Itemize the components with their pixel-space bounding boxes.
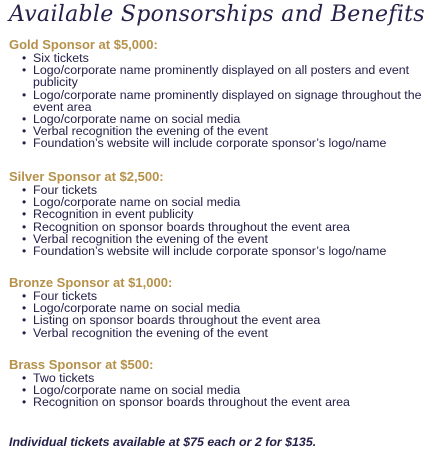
bullet-icon: •: [22, 289, 27, 303]
list-item: • Recognition on sponsor boards throughout the event area: [22, 219, 350, 234]
list-item: • Logo/corporate name on social media: [22, 301, 241, 316]
bullet-icon: •: [22, 112, 27, 127]
section-heading-bronze: Bronze Sponsor at $1,000:: [9, 275, 173, 290]
ticket-pricing-note: Individual tickets available at $75 each or 2 for $135.: [9, 435, 317, 449]
list-item: • Listing on sponsor boards throughout the event area: [22, 313, 321, 328]
section-heading-gold: Gold Sponsor at $5,000:: [9, 37, 158, 52]
benefits-list-gold: [9, 52, 437, 150]
benefits-list-silver: [9, 184, 437, 257]
section-heading-silver: Silver Sponsor at $2,500:: [9, 169, 164, 184]
benefits-list-bronze: [9, 290, 437, 339]
list-item: • Foundation’s website will include corporate sponsor’s logo/name: [22, 136, 387, 151]
list-item: • Two tickets: [22, 371, 95, 385]
bullet-icon: •: [22, 87, 27, 102]
list-item: • Logo/corporate name on social media: [22, 112, 241, 127]
benefits-list-brass: [9, 372, 437, 409]
sponsor-section-brass: [9, 358, 437, 409]
bullet-icon: •: [22, 231, 27, 246]
list-item: • Logo/corporate name prominently displayed on all posters and event publicity: [22, 63, 410, 90]
list-item: • Verbal recognition the evening of the event: [22, 231, 268, 246]
sponsor-section-gold: [9, 38, 437, 150]
section-heading-brass: Brass Sponsor at $500:: [9, 357, 154, 372]
bullet-icon: •: [22, 219, 27, 234]
bullet-icon: •: [22, 183, 27, 197]
sponsor-section-silver: [9, 170, 437, 257]
bullet-icon: •: [22, 313, 27, 328]
bullet-icon: •: [22, 371, 27, 385]
list-item: • Recognition on sponsor boards throughout the event area: [22, 395, 350, 410]
bullet-icon: •: [22, 395, 27, 410]
list-item: • Recognition in event publicity: [22, 207, 194, 222]
list-item: • Verbal recognition the evening of the event: [22, 325, 268, 340]
list-item: • Six tickets: [22, 51, 89, 65]
page-title: Available Sponsorships and Benefits: [9, 2, 425, 27]
bullet-icon: •: [22, 63, 27, 78]
list-item: • Logo/corporate name on social media: [22, 195, 241, 210]
bullet-icon: •: [22, 195, 27, 210]
bullet-icon: •: [22, 383, 27, 398]
bullet-icon: •: [22, 244, 27, 259]
list-item: • Logo/corporate name prominently displayed on signage throughout the event area: [22, 87, 422, 114]
list-item: • Four tickets: [22, 289, 98, 303]
list-item: • Four tickets: [22, 183, 98, 197]
bullet-icon: •: [22, 124, 27, 139]
bullet-icon: •: [22, 325, 27, 340]
bullet-icon: •: [22, 207, 27, 222]
bullet-icon: •: [22, 301, 27, 316]
list-item: • Logo/corporate name on social media: [22, 383, 241, 398]
list-item: • Foundation’s website will include corporate sponsor’s logo/name: [22, 244, 387, 259]
sponsor-section-bronze: [9, 276, 437, 339]
list-item: • Verbal recognition the evening of the event: [22, 124, 268, 139]
bullet-icon: •: [22, 136, 27, 151]
bullet-icon: •: [22, 51, 27, 65]
